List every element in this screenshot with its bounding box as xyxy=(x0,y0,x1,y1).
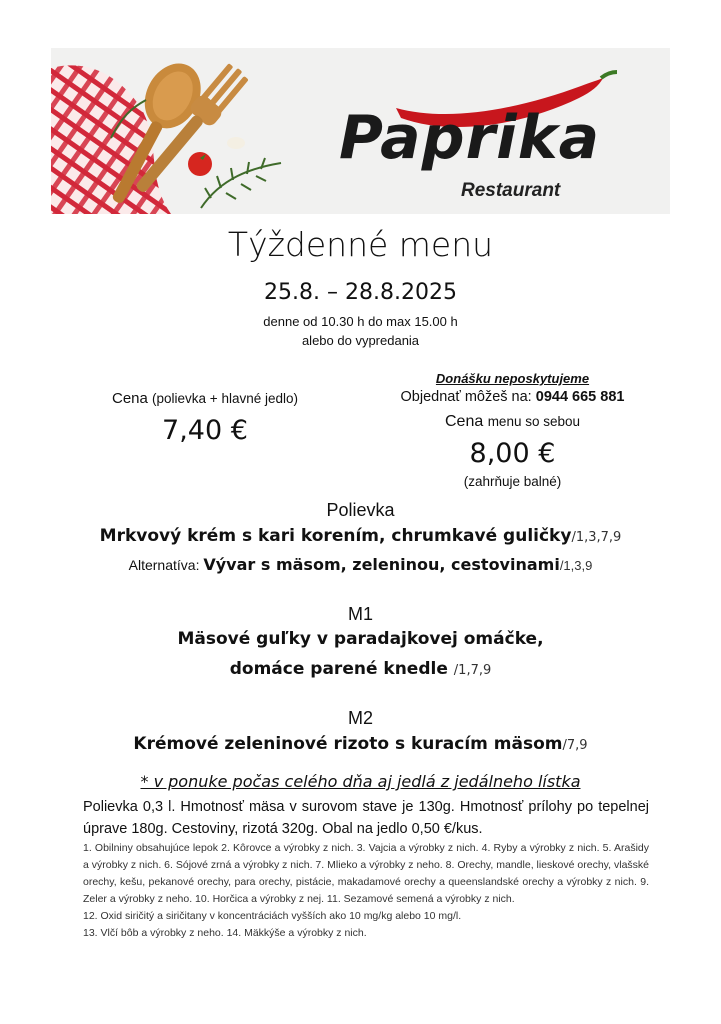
alternative-name: Vývar s mäsom, zeleninou, cestovinami xyxy=(203,555,560,574)
availability-note: alebo do vypredania xyxy=(301,333,420,348)
takeaway-label-detail: menu so sebou xyxy=(487,414,580,429)
alternative-allergens: /1,3,9 xyxy=(559,558,593,573)
price-label xyxy=(60,390,350,407)
order-contact xyxy=(385,389,640,405)
allergen-legend-2: 12. Oxid siričitý a siričitany v koncentráciách vyšších ako 10 mg/kg alebo 10 mg/l. xyxy=(83,910,462,922)
soup-heading: Polievka xyxy=(326,500,395,520)
soup-dish xyxy=(0,526,721,546)
m1-side: domáce parené knedle xyxy=(229,659,448,679)
takeaway-label-main: Cena xyxy=(444,413,484,430)
allergen-legend-3: 13. Vlčí bôb a výrobky z neho. 14. Mäkkýše a výrobky z nich. xyxy=(83,927,367,939)
m1-allergens: /1,7,9 xyxy=(453,663,492,678)
soup-name: Mrkvový krém s kari korením, chrumkavé guličky xyxy=(99,526,572,546)
menu-dates: 25.8. – 28.8.2025 xyxy=(264,280,457,305)
menu-price: 7,40 € xyxy=(162,415,248,446)
takeaway-note: (zahrňuje balné) xyxy=(463,474,562,489)
alternative-label: Alternatíva: xyxy=(128,557,200,573)
portion-info: Polievka 0,3 l. Hmotnosť mäsa v surovom stave je 130g. Hmotnosť prílohy po tepelnej úprave 180g. Cestoviny, rizotá 320g. Obal na jedlo 0,50 €/kus. xyxy=(83,799,649,837)
allergen-legend xyxy=(83,840,649,942)
m2-heading: M2 xyxy=(347,708,373,728)
all-day-note: * v ponuke počas celého dňa aj jedlá z jedálneho lístka xyxy=(140,772,581,791)
takeaway-label xyxy=(385,413,640,431)
soup-allergens: /1,3,7,9 xyxy=(571,530,622,545)
page-title: Týždenné menu xyxy=(227,225,494,264)
price-label-main: Cena xyxy=(112,390,148,407)
brand-subtitle: Restaurant xyxy=(461,180,561,201)
restaurant-banner xyxy=(51,48,670,214)
garlic-clove xyxy=(227,137,245,149)
m1-heading: M1 xyxy=(347,604,373,624)
price-label-detail: (polievka + hlavné jedlo) xyxy=(152,391,298,406)
allergen-legend-1: 1. Obilniny obsahujúce lepok 2. Kôrovce a výrobky z nich. 3. Vajcia a výrobky z nich. 4. Ryby a výrobky z nich. 5. Arašidy a výrobky z nich. 6. Sójové zrná a výrobky z nich. 7. Mlieko a výrobky z neho. 8. Orechy, mandle, lieskové orechy, vlašské orechy, kešu, pekanové orechy, para orechy, pistácie, makadamové orechy a queenslandské orechy a výrobky z nich. 9. Zeler a výrobky z neho. 10. Horčica a výrobky z nej. 11. Sezamové semená a výrobky z nich. xyxy=(83,842,649,905)
order-phone[interactable]: 0944 665 881 xyxy=(535,389,625,405)
opening-hours: denne od 10.30 h do max 15.00 h xyxy=(263,314,458,329)
m1-dish-line1: Mäsové guľky v paradajkovej omáčke, xyxy=(177,629,544,649)
delivery-note: Donášku neposkytujeme xyxy=(435,371,590,386)
soup-alternative xyxy=(0,555,721,574)
order-text: Objednať môžeš na: xyxy=(400,389,532,405)
m2-dish xyxy=(0,734,721,754)
m2-name: Krémové zeleninové rizoto s kuracím mäsom xyxy=(133,734,563,754)
brand-logo-text: Paprika xyxy=(339,103,601,173)
takeaway-price: 8,00 € xyxy=(469,438,556,469)
m2-allergens: /7,9 xyxy=(562,738,588,753)
tomato xyxy=(188,152,212,176)
m1-dish-line2 xyxy=(0,659,721,679)
